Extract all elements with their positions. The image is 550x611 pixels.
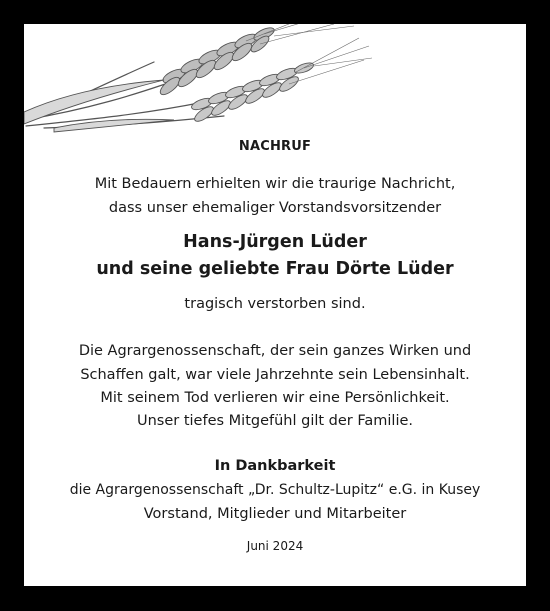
closing-phrase: In Dankbarkeit	[214, 458, 336, 474]
tribute-line: Mit seinem Tod verlieren wir eine Persönlichkeit.	[100, 390, 450, 406]
tribute-line: Unser tiefes Mitgefühl gilt der Familie.	[136, 413, 414, 429]
deceased-text: tragisch verstorben sind.	[184, 296, 366, 312]
obituary-notice	[24, 24, 526, 586]
notice-date: Juni 2024	[246, 539, 304, 553]
tribute-line: Die Agrargenossenschaft, der sein ganzes Wirken und	[78, 343, 472, 359]
wheat-ears-icon	[24, 24, 374, 139]
deceased-name: Hans-Jürgen Lüder	[183, 232, 367, 252]
intro-line: Mit Bedauern erhielten wir die traurige Nachricht,	[94, 176, 456, 192]
deceased-name: und seine geliebte Frau Dörte Lüder	[96, 259, 454, 279]
intro-line: dass unser ehemaliger Vorstandsvorsitzender	[108, 200, 442, 216]
notice-heading: NACHRUF	[238, 139, 312, 154]
signature-line: die Agrargenossenschaft „Dr. Schultz-Lupitz“ e.G. in Kusey	[69, 482, 481, 498]
tribute-line: Schaffen galt, war viele Jahrzehnte sein Lebensinhalt.	[80, 367, 470, 383]
signature-line: Vorstand, Mitglieder und Mitarbeiter	[143, 506, 407, 522]
